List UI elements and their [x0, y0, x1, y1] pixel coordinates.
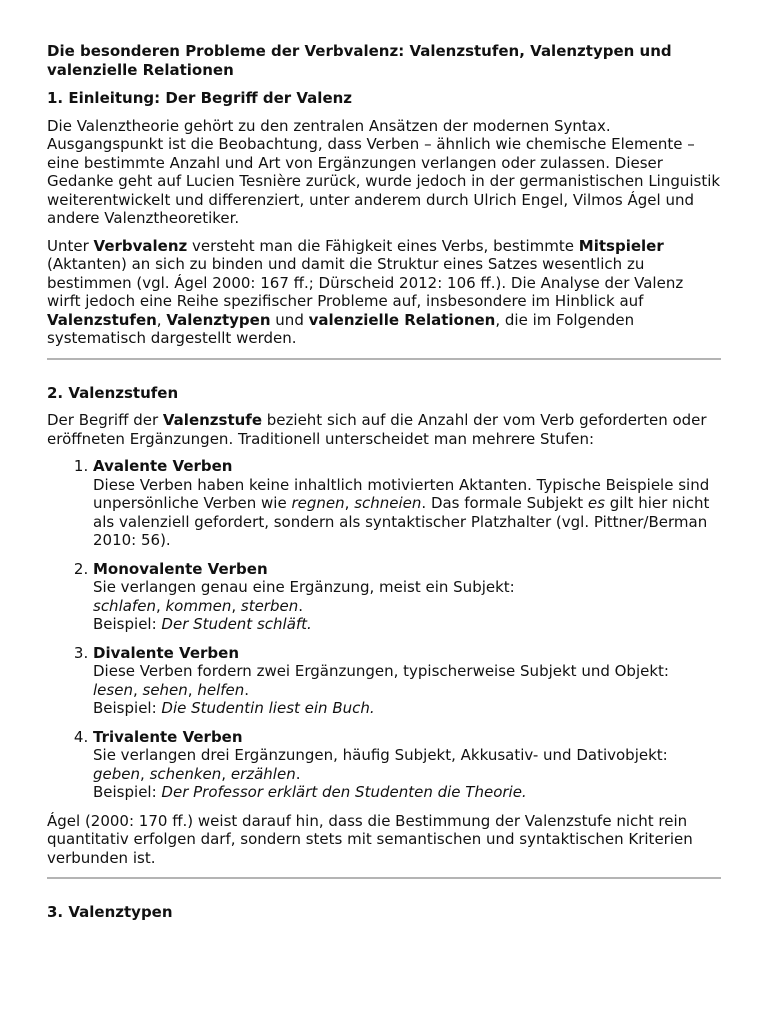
- text-run: ,: [344, 494, 355, 512]
- list-item-divalent: [93, 644, 721, 718]
- separator: ,: [132, 680, 143, 699]
- example-label: Beispiel:: [93, 783, 162, 801]
- separator: ,: [187, 680, 198, 699]
- example-verb: schneien: [354, 494, 422, 512]
- paragraph-valenzstufe-intro: [47, 411, 721, 448]
- text-run: und: [270, 310, 309, 329]
- text-run: . Das formale Subjekt: [421, 494, 588, 512]
- example-verb: schlafen: [93, 596, 156, 615]
- separator: ,: [231, 596, 241, 615]
- example-verb: schenken: [149, 764, 222, 783]
- list-item-monovalent: [93, 560, 721, 634]
- example-label: Beispiel:: [93, 615, 162, 633]
- example-verb: erzählen: [230, 764, 296, 783]
- text-run: Unter: [47, 236, 94, 255]
- example-sentence: Der Student schläft.: [161, 615, 312, 633]
- example-verb: helfen: [197, 680, 245, 699]
- term-valenztypen: Valenztypen: [166, 310, 271, 329]
- section-divider: [47, 877, 721, 879]
- term-verbvalenz: Verbvalenz: [93, 236, 188, 255]
- example-verb: kommen: [165, 596, 232, 615]
- list-item-title: 1. Avalente Verben: [93, 457, 233, 475]
- separator: ,: [221, 764, 231, 783]
- list-item-description: Sie verlangen genau eine Ergänzung, meist ein Subjekt:: [93, 578, 515, 596]
- section-heading-einleitung: 1. Einleitung: Der Begriff der Valenz: [47, 89, 353, 107]
- example-verb: sehen: [142, 680, 188, 699]
- list-item-description: Sie verlangen drei Ergänzungen, häufig Subjekt, Akkusativ- und Dativobjekt:: [93, 746, 668, 764]
- text-run: (Aktanten) an sich zu binden und damit die Struktur eines Satzes wesentlich zu bestimmen (vgl. Ágel 2000: 167 ff.; Dürscheid 2012: 106 ff.). Die Analyse der Valenz wirft jedoch eine Reihe spezifischer Probleme auf, insbesondere im Hinblick auf: [47, 255, 684, 310]
- term-valenzstufen: Valenzstufen: [47, 310, 157, 329]
- text-run: Diese Verben haben keine inhaltlich motivierten Aktanten. Typische Beispiele sind unpersönliche Verben wie: [93, 475, 710, 512]
- text-run: versteht man die Fähigkeit eines Verbs, bestimmte: [187, 236, 579, 255]
- list-item-title: 3. Divalente Verben: [93, 643, 240, 662]
- list-item-description: Diese Verben fordern zwei Ergänzungen, typischerweise Subjekt und Objekt:: [93, 662, 669, 680]
- section-heading-valenzstufen: 2. Valenzstufen: [47, 383, 179, 402]
- text-run: ,: [156, 310, 167, 329]
- separator: .: [295, 764, 301, 783]
- list-item-title: 4. Trivalente Verben: [93, 727, 243, 746]
- list-item-avalent: [93, 457, 721, 550]
- valenzstufen-list: [47, 457, 721, 802]
- example-label: Beispiel:: [93, 699, 162, 717]
- example-verb: lesen: [93, 680, 133, 699]
- separator: .: [244, 680, 250, 699]
- separator: .: [298, 596, 304, 615]
- example-verb: regnen: [291, 494, 345, 512]
- example-word: es: [587, 494, 605, 512]
- section-divider: [47, 358, 721, 360]
- text-run: , die im Folgenden systematisch dargestellt werden.: [47, 310, 635, 347]
- paragraph-verbvalenz: [47, 237, 721, 348]
- example-verb: sterben: [240, 596, 299, 615]
- separator: ,: [155, 596, 166, 615]
- term-valenzielle-relationen: valenzielle Relationen: [308, 310, 496, 329]
- term-mitspieler: Mitspieler: [578, 236, 664, 255]
- paragraph-valenztheorie: Die Valenztheorie gehört zu den zentralen Ansätzen der modernen Syntax. Ausgangspunkt ist die Beobachtung, dass Verben – ähnlich wie chemische Elemente – eine bestimmte Anzahl und Art von Ergänzungen verlangen oder zulassen. Dieser Gedanke geht auf Lucien Tesnière zurück, wurde jedoch in der germanistischen Linguistik weiterentwickelt und differenziert, unter anderem durch Ulrich Engel, Vilmos Ágel und andere Valenztheoretiker.: [47, 116, 721, 227]
- example-verb: geben: [93, 764, 141, 783]
- text-run: gilt hier nicht als valenziell gefordert, sondern als syntaktischer Platzhalter (vgl. Pittner/Berman 2010: 56).: [93, 494, 710, 549]
- section-heading-valenztypen: 3. Valenztypen: [47, 903, 173, 921]
- example-sentence: Der Professor erklärt den Studenten die Theorie.: [161, 783, 527, 801]
- term-valenzstufe: Valenzstufe: [162, 411, 263, 429]
- separator: ,: [140, 764, 150, 783]
- example-sentence: Die Studentin liest ein Buch.: [161, 699, 375, 717]
- list-item-title: 2. Monovalente Verben: [93, 559, 268, 578]
- paragraph-agel-hinweis: Ágel (2000: 170 ff.) weist darauf hin, dass die Bestimmung der Valenzstufe nicht rein quantitativ erfolgen darf, sondern stets mit semantischen und syntaktischen Kriterien verbunden ist.: [47, 811, 693, 867]
- document-title: Die besonderen Probleme der Verbvalenz: Valenzstufen, Valenztypen und valenzielle Relationen: [47, 42, 672, 79]
- list-item-trivalent: [93, 728, 721, 802]
- text-run: bezieht sich auf die Anzahl der vom Verb geforderten oder eröffneten Ergänzungen. Traditionell unterscheidet man mehrere Stufen:: [47, 411, 707, 448]
- text-run: Der Begriff der: [47, 411, 163, 429]
